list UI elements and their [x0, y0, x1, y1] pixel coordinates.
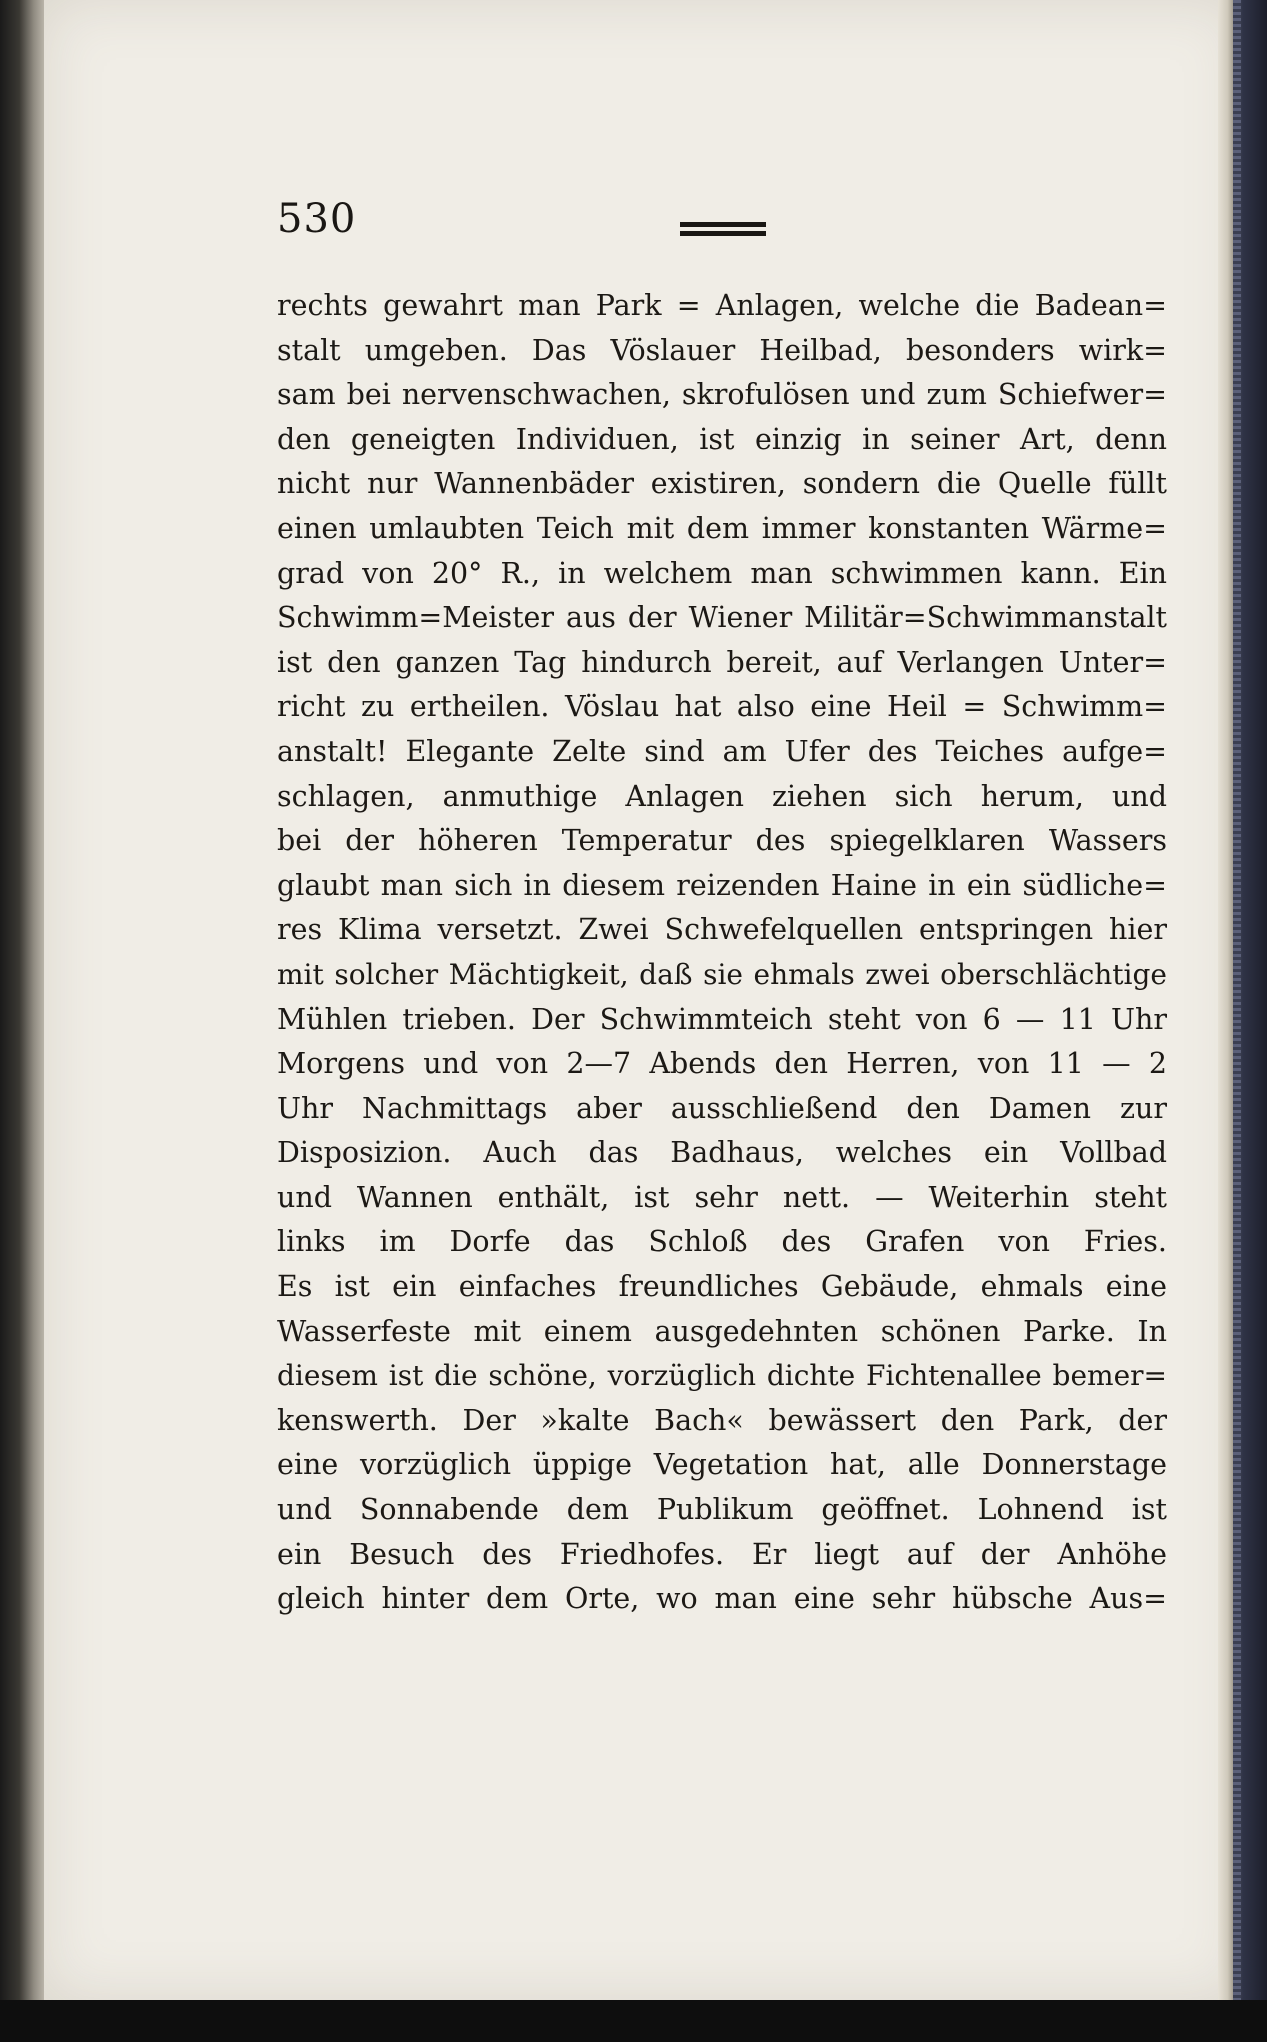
text-line: ein Besuch des Friedhofes. Er liegt auf der Anhöhe	[277, 1537, 1167, 1571]
text-line: und Wannen enthält, ist sehr nett. — Weiterhin steht	[277, 1180, 1167, 1214]
book-gutter	[0, 0, 48, 2042]
text-line: Schwimm=Meister aus der Wiener Militär=Schwimmanstalt	[277, 601, 1167, 635]
text-line: mit solcher Mächtigkeit, daß sie ehmals zwei oberschlächtige	[277, 957, 1167, 991]
text-line: sam bei nervenschwachen, skrofulösen und zum Schiefwer=	[277, 378, 1167, 412]
page-stack-edge	[1218, 0, 1234, 2000]
text-line: res Klima versetzt. Zwei Schwefelquellen entspringen hier	[277, 913, 1167, 947]
text-line: nicht nur Wannenbäder existiren, sondern die Quelle füllt	[277, 467, 1167, 501]
text-line: anstalt! Elegante Zelte sind am Ufer des Teiches aufge=	[277, 734, 1167, 768]
text-line: gleich hinter dem Orte, wo man eine sehr hübsche Aus=	[277, 1582, 1167, 1616]
text-line: rechts gewahrt man Park = Anlagen, welche die Badean=	[277, 289, 1167, 322]
ornament-bar-top	[680, 222, 766, 227]
text-line: Uhr Nachmittags aber ausschließend den Damen zur	[277, 1091, 1167, 1125]
text-line: den geneigten Individuen, ist einzig in seiner Art, denn	[277, 422, 1167, 456]
text-line: links im Dorfe das Schloß des Grafen von Fries.	[277, 1225, 1167, 1259]
text-line: Wasserfeste mit einem ausgedehnten schönen Parke. In	[277, 1314, 1167, 1348]
text-line: eine vorzüglich üppige Vegetation hat, alle Donnerstage	[277, 1448, 1167, 1482]
body-text	[277, 284, 1167, 1622]
text-line: Es ist ein einfaches freundliches Gebäude, ehmals eine	[277, 1270, 1167, 1304]
text-line: bei der höheren Temperatur des spiegelklaren Wassers	[277, 824, 1167, 858]
text-line: Disposizion. Auch das Badhaus, welches ein Vollbad	[277, 1136, 1167, 1170]
text-line: Mühlen trieben. Der Schwimmteich steht von 6 — 11 Uhr	[277, 1002, 1167, 1036]
text-line: schlagen, anmuthige Anlagen ziehen sich herum, und	[277, 779, 1167, 813]
text-line: richt zu ertheilen. Vöslau hat also eine Heil = Schwimm=	[277, 690, 1167, 724]
text-line: einen umlaubten Teich mit dem immer konstanten Wärme=	[277, 511, 1167, 545]
book-cover-edge	[1233, 0, 1267, 2042]
ornament-bar-bottom	[680, 231, 766, 236]
bottom-shadow	[0, 2000, 1267, 2042]
page-header	[232, 196, 1132, 256]
text-line: Morgens und von 2—7 Abends den Herren, von 11 — 2	[277, 1047, 1167, 1081]
header-rule-ornament	[680, 222, 766, 236]
page-number: 530	[277, 196, 357, 242]
text-line: stalt umgeben. Das Vöslauer Heilbad, besonders wirk=	[277, 333, 1167, 367]
text-line: kenswerth. Der »kalte Bach« bewässert den Park, der	[277, 1403, 1167, 1437]
text-line: grad von 20° R., in welchem man schwimmen kann. Ein	[277, 556, 1167, 590]
text-line: ist den ganzen Tag hindurch bereit, auf Verlangen Unter=	[277, 645, 1167, 679]
text-line: und Sonnabende dem Publikum geöffnet. Lohnend ist	[277, 1493, 1167, 1527]
text-line: glaubt man sich in diesem reizenden Haine in ein südliche=	[277, 868, 1167, 902]
text-line: diesem ist die schöne, vorzüglich dichte Fichtenallee bemer=	[277, 1359, 1167, 1393]
